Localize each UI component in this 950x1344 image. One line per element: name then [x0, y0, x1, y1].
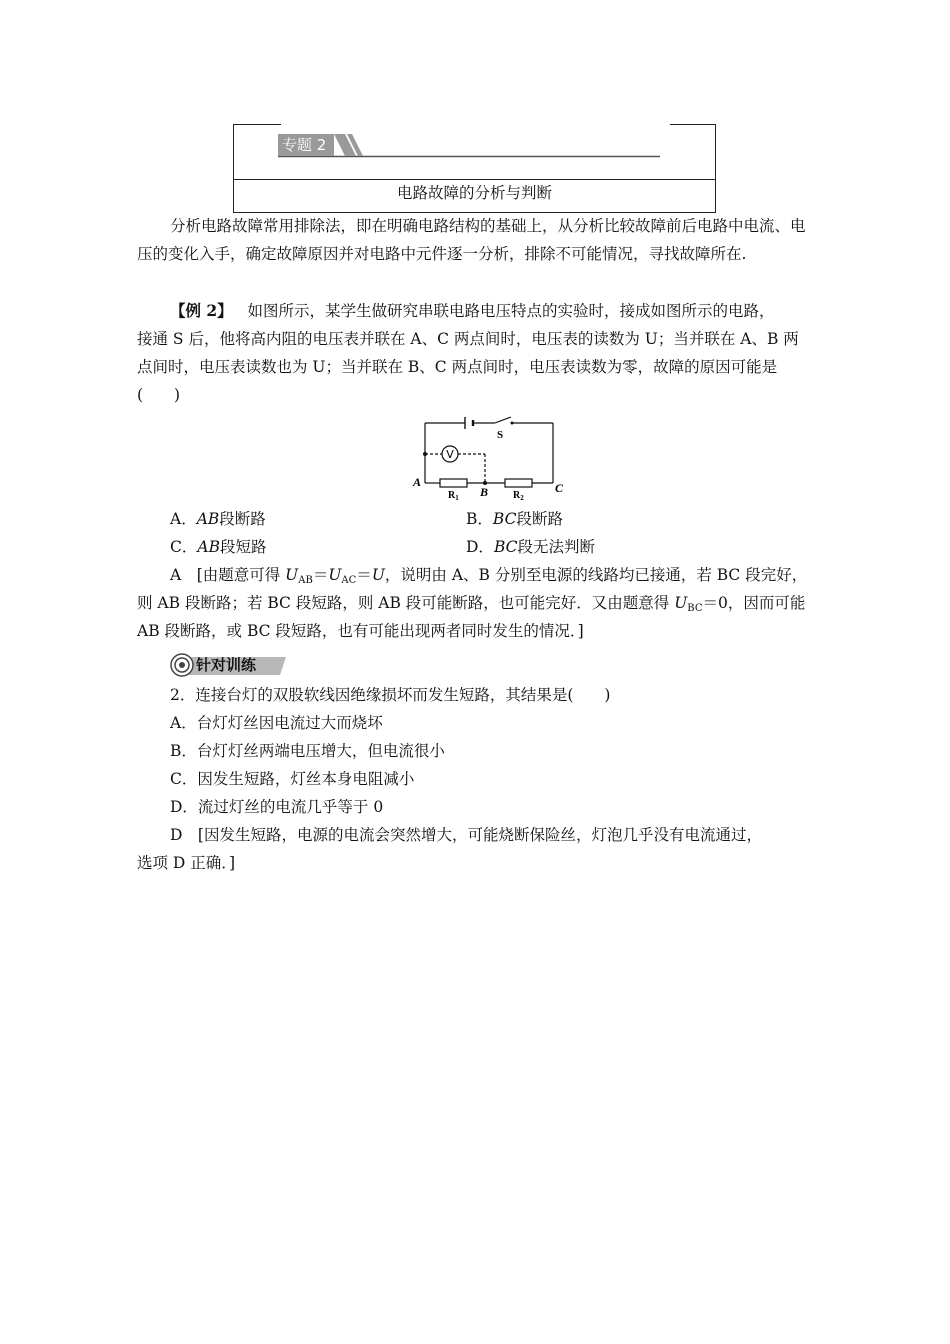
node-b-label: B — [480, 485, 489, 499]
training-option-b: B．台灯灯丝两端电压增大，但电流很小 — [170, 742, 445, 760]
example-tag: 【例 2】 — [170, 301, 233, 320]
topic-title: 电路故障的分析与判断 — [396, 184, 552, 202]
training-question: 2．连接台灯的双股软线因绝缘损坏而发生短路，其结果是( ) — [170, 686, 611, 704]
option-a: A．AB段断路 — [170, 510, 266, 528]
answer-line-2: 则 AB 段断路；若 BC 段短路，则 AB 段可能断路，也可能完好．又由题意得 $U_{BC}=0$，因而可能 — [137, 594, 806, 614]
answer-line-3: AB 段断路，或 BC 段短路，也有可能出现两者同时发生的情况．] — [137, 622, 584, 640]
example-line-2: 接通 S 后，他将高内阻的电压表并联在 A、C 两点间时，电压表的读数为 U；当并联在 A、B 两 — [137, 330, 799, 348]
example-line-3: 点间时，电压表读数也为 U；当并联在 B、C 两点间时，电压表读数为零，故障的原因可能是 — [137, 358, 778, 376]
r2-label: $R_2$ — [513, 490, 524, 502]
voltmeter-label: V — [446, 448, 454, 461]
example-line-4: ( ) — [137, 386, 181, 404]
option-b: B．BC段断路 — [466, 510, 563, 528]
target-icon — [170, 653, 194, 677]
option-c: C．AB段短路 — [170, 538, 267, 556]
topic-badge: 专题 2 — [278, 134, 334, 156]
training-label: 针对训练 — [196, 656, 257, 674]
example-line-1: 【例 2】 如图所示，某学生做研究串联电路电压特点的实验时，接成如图所示的电路， — [170, 301, 775, 320]
circuit-diagram — [410, 410, 570, 502]
option-d: D．BC段无法判断 — [466, 538, 595, 556]
answer-line-1: A [由题意可得 $U_{AB}=U_{AC}=U$，说明由 A、B 分别至电源的线路均已接通，若 BC 段完好， — [170, 566, 808, 586]
node-a-label: A — [413, 475, 422, 489]
training-option-c: C．因发生短路，灯丝本身电阻减小 — [170, 770, 415, 788]
training-option-d: D．流过灯丝的电流几乎等于 0 — [170, 798, 384, 816]
training-option-a: A．台灯灯丝因电流过大而烧坏 — [170, 714, 383, 732]
node-c-label: C — [555, 481, 564, 495]
training-answer-1: D [因发生短路，电源的电流会突然增大，可能烧断保险丝，灯泡几乎没有电流通过， — [170, 826, 762, 844]
r1-label: $R_1$ — [448, 490, 459, 502]
switch-label: S — [497, 429, 504, 441]
intro-paragraph: 分析电路故障常用排除法，即在明确电路结构的基础上，从分析比较故障前后电路中电流、电压的变化入手，确定故障原因并对电路中元件逐一分析，排除不可能情况，寻找故障所在. — [137, 217, 806, 263]
training-answer-2: 选项 D 正确．] — [137, 854, 236, 872]
